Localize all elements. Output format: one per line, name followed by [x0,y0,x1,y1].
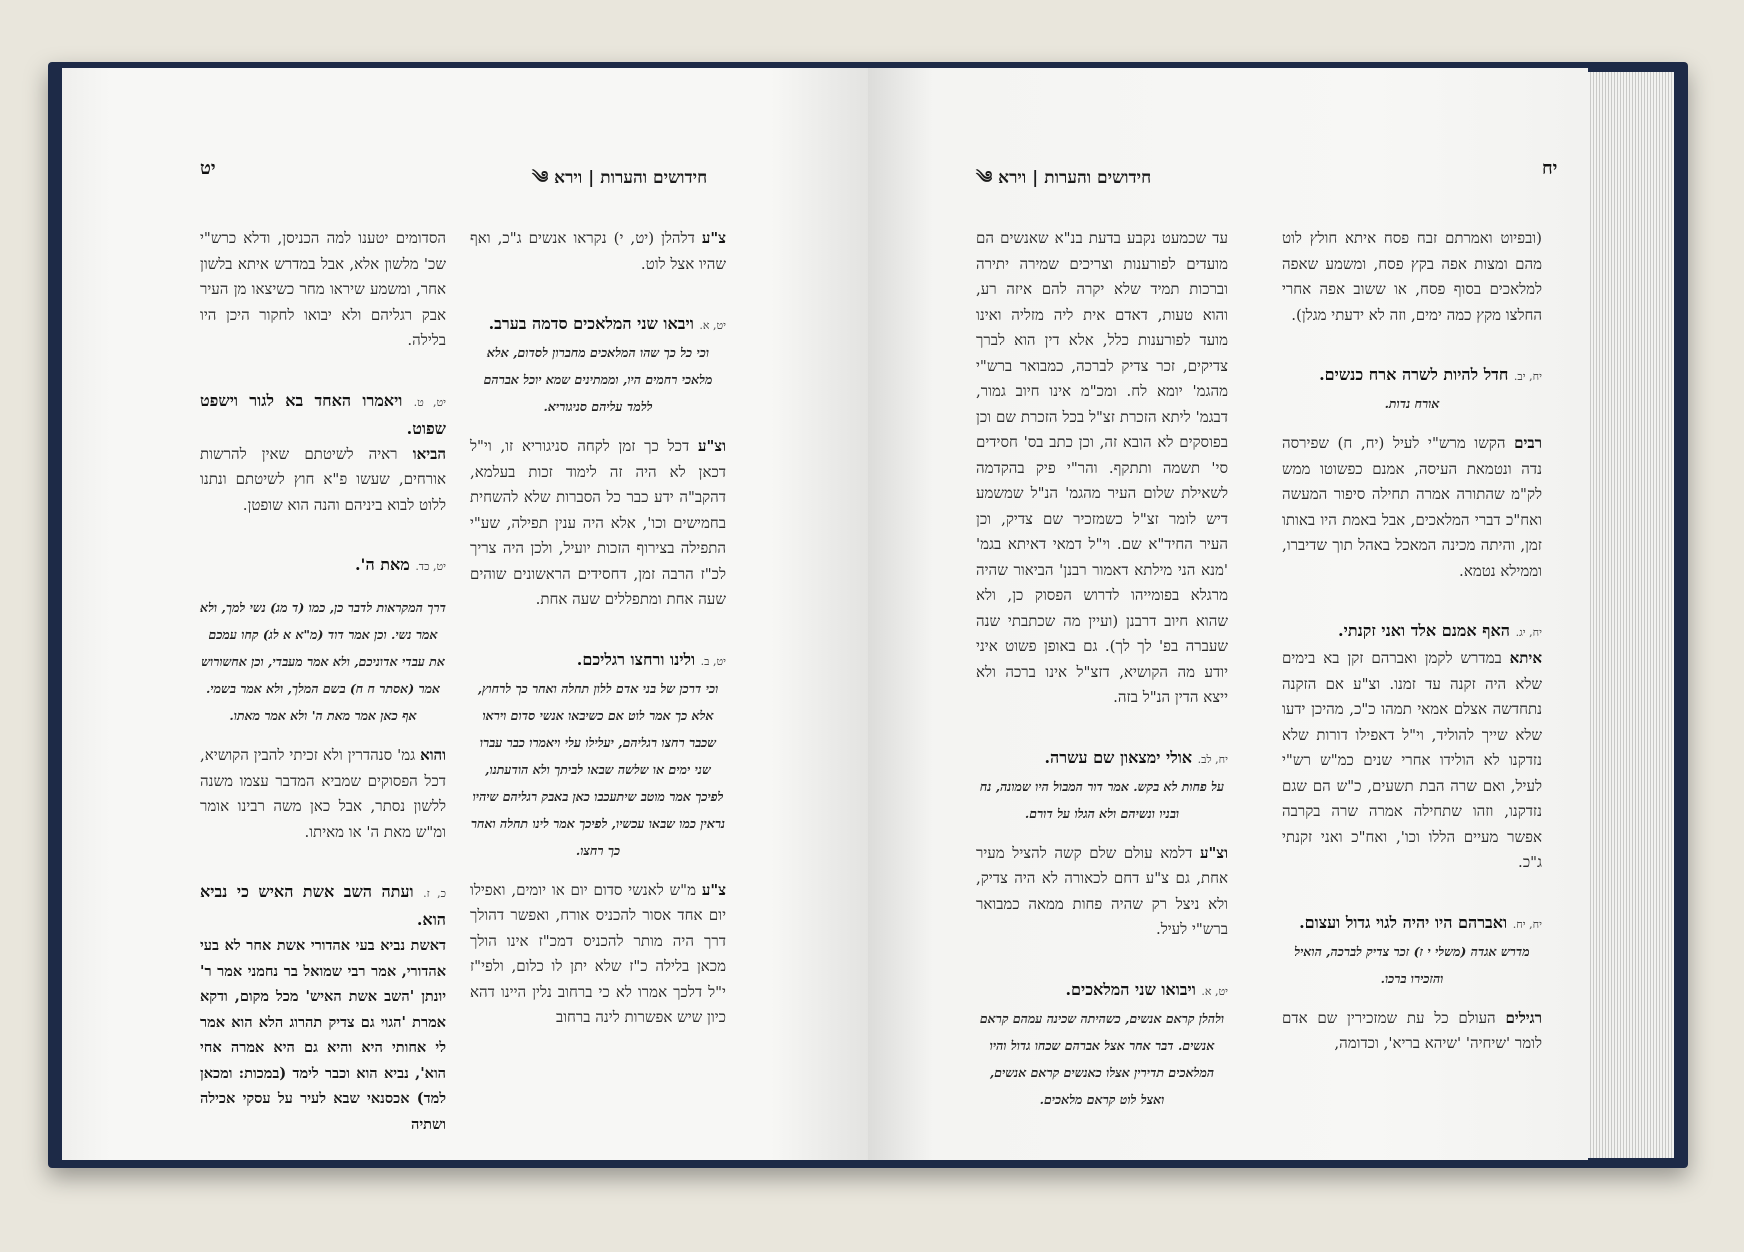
paragraph: רבים הקשו מרש"י לעיל (יח, ח) שפירסה נדה ונטמאת העיסה, אמנם כפשוטו ממש לק"מ שהתורה אמרה תחילה סיפור המעשה ואח"כ דברי המלאכים, אבל באמת היו באותו זמן, והיתה מכינה המאכל באהל תוך שדיברו, וממילא נטמא. [1282,434,1542,580]
rashi-quote: וכי כל כך שהו המלאכים מחברון לסדום, אלא מלאכי רחמים היו, וממתינים שמא יוכל אברהם ללמד עליהם סניגוריא. [483,345,713,414]
verse-heading: כ, ז. ועתה השב אשת האיש כי נביא הוא. [200,882,447,929]
verse-heading: יח, יג. האף אמנם אלד ואני זקנתי. [1338,621,1542,640]
text-column-outer [1282,226,1542,1057]
talmud-quote: דאשת נביא בעי אהדורי אשת אחר לא בעי אהדורי, אמר רבי שמואל בר נחמני אמר ר' יונתן 'השב אשת האיש' מכל מקום, ודקא אמרת 'הגוי גם צדיק תהרוג הלא הוא אמר לי אחותי היא והיא גם היא אמרה אחי הוא', נביא הוא וכבר לימד (במכות: ומכאן למד) אכסנאי שבא לעיר על עסקי אכילה ושתיה [200,937,446,1133]
verse-heading: יט, א. ויבאו שני המלאכים סדמה בערב. [488,314,726,333]
paragraph: צ"ע מ"ש לאנשי סדום יום או יומים, ואפילו יום אחד אסור להכניס אורח, ואפשר דהולך דרך היה מותר להכניס דמכ"ז אינו הולך מכאן בלילה כ"ז שלא יתן לו כלום, ולפי"ז י"ל דלכך אמרו לא כי ברחוב נלין היינו דהא כיון שיש אפשרות לינה ברחוב [470,880,726,1026]
paragraph: וצ"ע דכל כך זמן לקחה סניגוריא זו, וי"ל דכאן לא היה זה לימוד זכות בעלמא, דהקב"ה ידע כבר כל הסברות שלא להשחית בחמישים וכו', אלא היה ענין תפילה, שע"י התפילה בצירוף הזכות יועיל, ולכן היה צריך לכ"ז הרבה זמן, דחסידים הראשונים שוהים שעה אחת ומתפללים שעה אחת. [470,437,726,608]
verse-heading: יח, יב. חדל להיות לשרה ארח כנשים. [1319,365,1542,384]
rashi-quote: אורח נדות. [1384,396,1440,411]
verse-heading: יט, א. ויבואו שני המלאכים. [1065,979,1228,999]
rashi-quote: דרך המקראות לדבר כן, כמו (ד מג) נשי למך, ולא אמר נשי. וכן אמר דוד (מ"א א לג) קחו עמכם את עבדי אדוניכם, ולא אמר מעבדי, וכן אחשורוש אמר (אסתר ח ח) בשם המלך, ולא אמר בשמי. אף כאן אמר מאת ה' ולא אמר מאתו. [200,600,446,723]
paragraph: והוא גמ' סנהדרין ולא זכיתי להבין הקושיא, דכל הפסוקים שמביא המדבר עצמו משנה ללשון נסתר, אבל כאן משה רבינו אומר ומ"ש מאת ה' או מאיתו. [200,746,446,841]
verse-heading: יח, יח. ואברהם היו יהיה לגוי גדול ועצום. [1299,912,1542,932]
rashi-quote: וכי דרכן של בני אדם ללון תחלה ואחר כך לרחוץ, אלא כך אמר לוט אם כשיבאו אנשי סדום ויראו שכבר רחצו רגליהם, יעלילו עלי ויאמרו כבר עברו שני ימים או שלשה שבאו לביתך ולא הודעתנו, לפיכך אמר מוטב שיתעכבו כאן באבק רגליהם שיהיו נראין כמו שבאו עכשיו, לפיכך אמר לינו תחלה ואחר כך רחצו. [470,680,726,858]
text-column-outer [200,226,446,1137]
paragraph: איתא במדרש לקמן ואברהם זקן בא בימים שלא היה זקנה עד זמנו. וצ"ע אם הזקנה נתחדשה אצלם אמאי תמהו כ"כ, מהיכן ידעו שלא שייך להוליד, וי"ל דאפילו דורות שלא נזדקנו לא הולידו אחרי שנים כמ"ש רש"י לעיל, ואם שרה הבת תשעים, כ"ש הם שגם נזדקנו, וזהו שתחילה אמרה שרה בקרבה אפשר מעיים הללו וכו', ואח"כ ואני זקנתי ג"כ. [1282,649,1542,871]
left-page [62,68,868,1160]
page-number: יח [1542,158,1558,179]
paragraph: הביאו ראיה לשיטתם שאין להרשות אורחים, שעשו פ"א חוץ לשיטתם ונתנו ללוט לבוא ביניהם והנה הוא שופטן. [200,444,446,514]
paragraph: צ"ע דלהלן (יט, י) נקראו אנשים ג"כ, ואף שהיו אצל לוט. [470,229,726,273]
paragraph: וצ"ע דלמא עולם שלם קשה להציל מעיר אחת, גם צ"ע דחם לכאורה לא היה צדיק, ולא ניצל רק שהיה פחות ממאה כמבואר ברש"י לעיל. [976,843,1228,938]
page-number: יט [200,158,216,179]
rashi-quote: על פחות לא בקש. אמר דור המבול היו שמונה, נח ובניו ונשיהם ולא הגלו על דורם. [979,778,1225,821]
running-header: חידושים והערות | וירא ༄ [532,168,708,188]
running-header: חידושים והערות | וירא ༄ [976,168,1152,188]
verse-heading: יט, ט. ויאמרו האחד בא לגור וישפט שפוט. [200,390,446,438]
verse-heading: יט, ב. ולינו ורחצו רגליכם. [576,649,726,669]
paragraph: רגילים העולם כל עת שמזכירין שם אדם לומר 'שיחיה' 'שיהא בריא', וכדומה, [1282,1008,1542,1052]
rashi-quote: מדרש אגדה (משלי י ז) זכר צדיק לברכה, הואיל והזכירו ברכו. [1294,943,1530,986]
open-book [48,62,1688,1168]
right-page [868,68,1588,1160]
paragraph: (ובפיוט ואמרתם זבח פסח איתא חולץ לוט מהם ומצות אפה בקץ פסח, ומשמע שאפה למלאכים בסוף פסח, או ששוב אפה אחרי החלצו מקץ כמה ימים, וזה לא ידעתי מגלן). [1282,229,1542,324]
page-edges [1588,72,1674,1158]
paragraph: עד שכמעט נקבע בדעת בנ"א שאנשים הם מועדים לפורענות וצריכים שמירה יתירה וברכות תמיד שלא יקרה להם איזה רע, והוא טעות, דאדם אית ליה מזליה ואינו מועד לפורענות כלל, אלא דין הוא לברך צדיקים, זכר צדיק לברכה, כמבואר ברש"י מהגמ' יומא לח. ומכ"מ אינו חיוב גמור, דבגמ' ליתא הזכרת זצ"ל בכל הזכרת שם וכן בפוסקים לא הובא זה, וכן כתב בס' חסידים סי' תשמה ותתקף. והר"י פיק בהקדמה לשאילת שלום העיר מהגמ' הנ"ל שמשמע דיש לומר זצ"ל כשמזכיר שם צדיק, וכן העיר החיד"א שם. וי"ל דמאי דאיתא בגמ' 'מנא הני מילתא דאמור רבנן' הביאור שהיה מרגלא בפומייהו לדרוש הפסוק כן, ולא שהוא חיוב דרבנן (ועיין מה שכתבתי שנה שעברה בפ' לך לך). גם באופן פשוט איני יודע מה הקושיא, דזצ"ל אינו ברכה ולא ייצא הדין הנ"ל בזה. [976,229,1228,706]
paragraph: הסדומים יטענו למה הכניסן, ודלא כרש"י שכ' מלשון אלא, אבל במדרש איתא בלשון אחר, ומשמע שיראו מחר כשיצאו מן העיר אבק רגליהם ולא יבואו לחקור היכן היו בלילה. [200,229,446,349]
verse-heading: יט, כד. מאת ה'. [354,555,446,574]
verse-heading: יח, לב. אולי ימצאון שם עשרה. [1044,747,1228,767]
rashi-quote: ולהלן קראם אנשים, כשהיתה שכינה עמהם קראם אנשים. דבר אחר אצל אברהם שכחו גדול והיו המלאכים תדירין אצלו כאנשים קראם אנשים, ואצל לוט קראם מלאכים. [979,1010,1225,1107]
text-column-inner [976,226,1228,1113]
text-column-inner [470,226,726,1031]
